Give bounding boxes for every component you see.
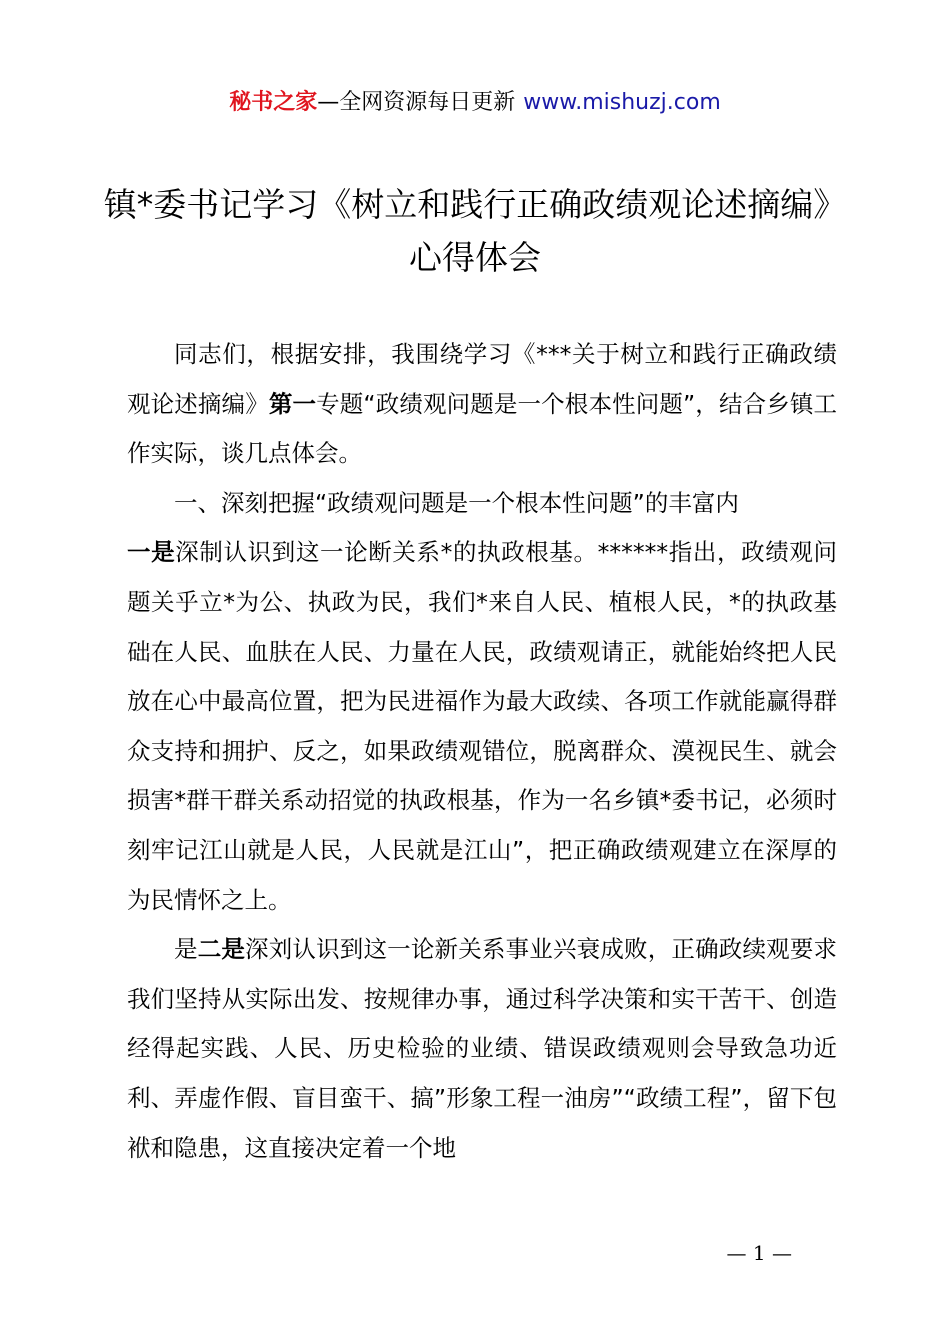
site-header	[0, 86, 950, 120]
point-one-label: 一是	[127, 538, 176, 567]
intro-paragraph	[127, 330, 837, 479]
intro-bold-text: 第一	[268, 389, 317, 418]
document-title: 镇*委书记学习《树立和践行正确政绩观论述摘编》心得体会	[103, 185, 847, 277]
point-two-text: 深刘认识到这一论新关系事业兴衰成败，正确政续观要求我们坚持从实际出发、按规律办事，通过科学决策和实干苦干、创造经得起实践、人民、历史检验的业绩、错误政绩观则会导致急功近利、弄虚作假、盲目蛮干、搞”形象工程一油房”“政绩工程”，留下包袱和隐患，这直接决定着一个地	[127, 935, 838, 1162]
point-two-paragraph	[127, 925, 837, 1173]
page-number	[0, 1238, 950, 1268]
point-one-paragraph	[127, 528, 837, 925]
brand-name: 秘书之家	[229, 90, 318, 115]
point-two-label: 二是	[197, 935, 246, 964]
site-url-link[interactable]: www.mishuzj.com	[523, 90, 721, 115]
page-number-text: — 1 —	[726, 1241, 792, 1265]
point-one-text: 深制认识到这一论断关系*的执政根基。******指出，政绩观问题关乎立*为公、执政为民，我们*来自人民、植根人民，*的执政基础在人民、血肤在人民、力量在人民，政绩观请正，就能始终把人民放在心中最高位置，把为民进福作为最大政续、各项工作就能赢得群众支持和拥护、反之，如果政绩观错位，脱离群众、漠视民生、就会损害*群干群关系动招觉的执政根基，作为一名乡镇*委书记，必须时刻牢记江山就是人民，人民就是江山”，把正确政绩观建立在深厚的为民情怀之上。	[127, 538, 838, 914]
section-heading: 一、深刻把握“政绩观问题是一个根本性问题”的丰富内	[174, 488, 739, 517]
intro-text: 同志们，根据安排，我围绕学习《***关于树立和践行正确政绩观论述摘编》	[127, 340, 837, 418]
point-two-prefix: 是	[174, 935, 198, 964]
header-slogan: —全网资源每日更新	[317, 90, 516, 115]
intro-rest-text: 专题“政绩观问题是一个根本性问题”，结合乡镇工作实际，谈几点体会。	[127, 389, 837, 468]
document-body	[127, 330, 837, 1173]
